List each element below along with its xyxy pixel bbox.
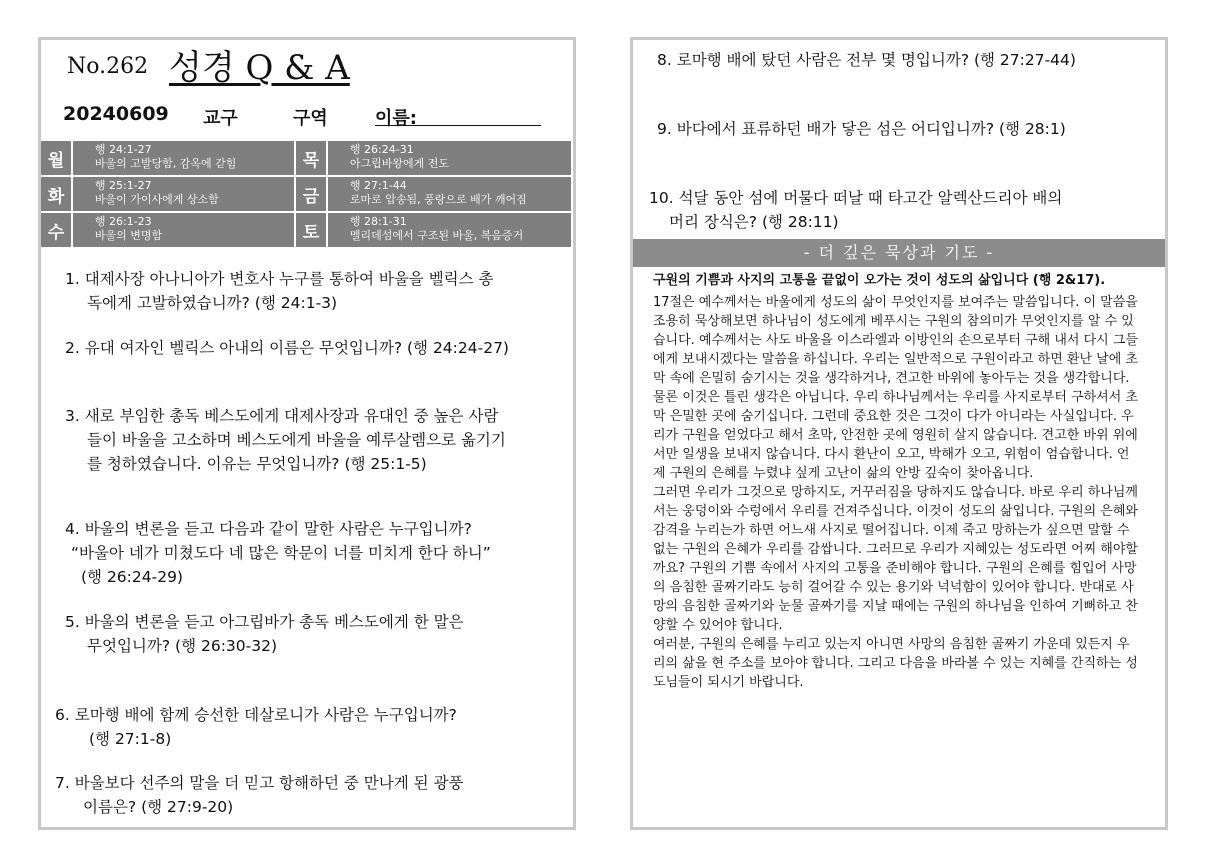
question-10: 10. 석달 동안 섬에 머물다 떠날 때 타고간 알렉산드리아 배의 머리 장식은? (행 28:11) <box>649 189 1063 231</box>
question-7: 7. 바울보다 선주의 말을 더 믿고 항해하던 중 만나게 된 광풍 이름은? (행 27:9-20) <box>55 774 464 816</box>
day-label: 금 <box>296 177 328 211</box>
question-9: 9. 바다에서 표류하던 배가 닿은 섬은 어디입니까? (행 28:1) <box>657 120 1066 138</box>
meditation-paragraph: 여러분, 구원의 은혜를 누리고 있는지 아니면 사망의 음침한 골짜기 가운데 있든지 우리의 삶을 현 주소를 보아야 합니다. 그리고 다음을 바라볼 수 있는 지혜를 간직하는 성도님들이 되시기 바랍니다. <box>653 637 1138 690</box>
guyeok-label: 구역 <box>293 108 328 129</box>
reading-desc: 바울이 가이사에게 상소함 <box>94 193 219 206</box>
question-8: 8. 로마행 배에 탔던 사람은 전부 몇 명입니까? (행 27:27-44) <box>657 51 1076 69</box>
meditation-heading: 구원의 기쁨과 사지의 고통을 끝없이 오가는 것이 성도의 삶입니다 (행 2&17). <box>653 273 1106 288</box>
reading-cell <box>328 141 573 175</box>
reading-cell <box>73 177 296 211</box>
reading-cell <box>73 141 296 175</box>
right-page <box>630 37 1168 830</box>
question-2: 2. 유대 여자인 벨릭스 아내의 이름은 무엇입니까? (행 24:24-27) <box>65 339 509 357</box>
question-5: 5. 바울의 변론을 듣고 아그립바가 총독 베스도에게 한 말은 무엇입니까? (행 26:30-32) <box>65 613 464 655</box>
reading-ref: 행 26:1-23 <box>94 215 152 228</box>
reading-cell <box>328 177 573 211</box>
reading-desc: 바울의 고발당함, 감옥에 갇힘 <box>94 157 237 170</box>
reading-ref: 행 27:1-44 <box>349 179 407 192</box>
day-label: 목 <box>296 141 328 175</box>
date: 20240609 <box>63 103 169 125</box>
reading-ref: 행 28:1-31 <box>349 215 407 228</box>
reading-ref: 행 25:1-27 <box>94 179 152 192</box>
name-label: 이름: <box>375 108 417 129</box>
schedule-row <box>41 177 573 211</box>
meditation-paragraph: 17절은 예수께서는 바울에게 성도의 삶이 무엇인지를 보여주는 말씀입니다. 이 말씀을 조용히 묵상해보면 하나님이 성도에게 베푸시는 구원의 참의미가 무엇인지를 알 수 있습니다. 예수께서는 사도 바울을 이스라엘과 이방인의 손으로부터 구해 내서 다시 그들에게 보내시겠다는 말씀을 하십니다. 우리는 일반적으로 구원이라고 하면 환난 날에 초막 속에 은밀히 숨기시는 것을 생각하거나, 견고한 바위에 놓아두는 것을 생각합니다. 물론 이것은 틀린 생각은 아닙니다. 우리 하나님께서는 우리를 사지로부터 구하셔서 초막 은밀한 곳에 숨기십니다. 그런데 중요한 것은 그것이 다가 아니라는 사실입니다. 우리가 구원을 얻었다고 해서 초막, 안전한 곳에 영원히 살지 않습니다. 견고한 바위 위에서만 일생을 보내지 않습니다. 다시 환난이 오고, 박해가 오고, 위험이 엄습합니다. 언제 구원의 은혜를 누렸냐 싶게 고난이 삶의 안방 깊숙이 찾아옵니다. <box>653 295 1138 481</box>
reading-desc: 로마로 압송됨, 풍랑으로 배가 깨어짐 <box>349 193 527 206</box>
reading-ref: 행 24:1-27 <box>94 143 152 156</box>
question-1: 1. 대제사장 아나니아가 변호사 누구를 통하여 바울을 벨릭스 총 독에게 고발하였습니까? (행 24:1-3) <box>65 270 494 312</box>
question-6: 6. 로마행 배에 함께 승선한 데살로니가 사람은 누구입니까? (행 27:1-8) <box>55 706 457 748</box>
day-label: 월 <box>41 141 73 175</box>
gyogu-label: 교구 <box>203 108 238 129</box>
issue-number: No.262 <box>67 54 149 79</box>
question-3: 3. 새로 부임한 총독 베스도에게 대제사장과 유대인 중 높은 사람 들이 바울을 고소하며 베스도에게 바울을 예루살렘으로 옮기기 를 청하였습니다. 이유는 무엇입니까? (행 25:1-5) <box>65 407 506 473</box>
question-4: 4. 바울의 변론을 듣고 다음과 같이 말한 사람은 누구입니까? “바울아 네가 미쳤도다 네 많은 학문이 너를 미치게 한다 하니” (행 26:24-29) <box>65 520 491 586</box>
reading-cell <box>328 213 573 247</box>
day-label: 수 <box>41 213 73 247</box>
name-line[interactable] <box>375 125 541 126</box>
reading-desc: 바울의 변명함 <box>94 229 163 242</box>
left-page <box>38 37 576 830</box>
page-title: 성경 Q & A <box>169 48 350 88</box>
reading-cell <box>73 213 296 247</box>
schedule-row <box>41 141 573 175</box>
schedule-row <box>41 213 573 247</box>
reading-schedule <box>41 141 573 249</box>
meditation-body <box>653 293 1139 692</box>
meditation-paragraph: 그러면 우리가 그것으로 망하지도, 거꾸러짐을 당하지도 않습니다. 바로 우리 하나님께서는 웅덩이와 수렁에서 우리를 건져주십니다. 이것이 성도의 삶입니다. 구원의 은혜와 감격을 누리는가 하면 어느새 사지로 떨어집니다. 이제 죽고 망하는가 싶으면 말할 수 없는 구원의 은혜가 우리를 감쌉니다. 그러므로 우리가 지혜있는 성도라면 어찌 해야할까요? 구원의 기쁨 속에서 사지의 고통을 준비해야 합니다. 구원의 은혜를 힘입어 사망의 음침한 골짜기라도 능히 걸어갈 수 있는 용기와 넉넉함이 있어야 합니다. 반대로 사망의 음침한 골짜기와 눈물 골짜기를 지날 때에는 구원의 하나님을 인하여 기뻐하고 찬양할 수 있어야 합니다. <box>653 485 1138 633</box>
day-label: 토 <box>296 213 328 247</box>
reading-desc: 멜리데섬에서 구조된 바울, 복음증거 <box>349 229 524 242</box>
reading-ref: 행 26:24-31 <box>349 143 414 156</box>
meditation-banner: - 더 깊은 묵상과 기도 - <box>633 239 1165 267</box>
reading-desc: 아그립바왕에게 전도 <box>349 157 450 170</box>
day-label: 화 <box>41 177 73 211</box>
